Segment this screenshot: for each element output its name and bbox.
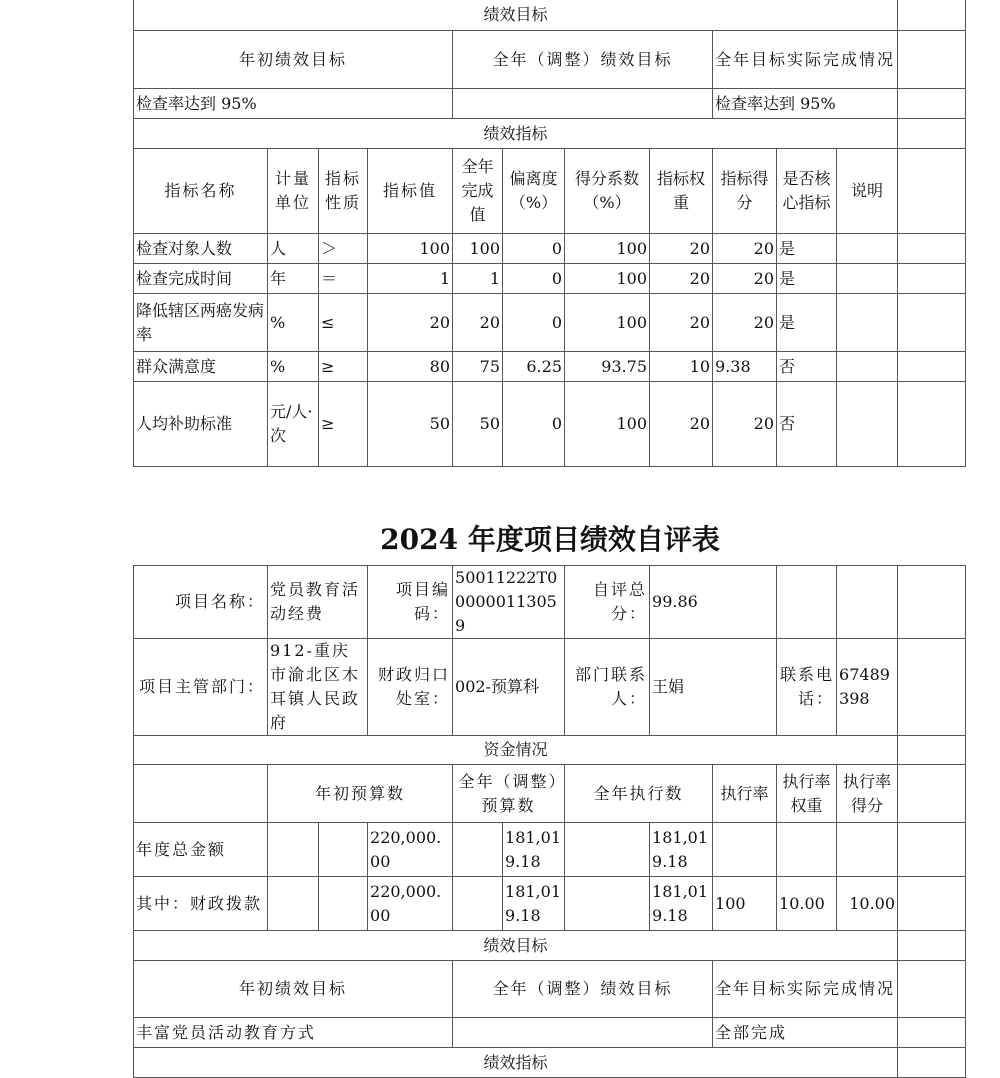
- table-row: [134, 823, 966, 877]
- indicator-weight: 20: [650, 264, 713, 294]
- indicator-deviation: 0: [503, 264, 565, 294]
- finance-value: 002-预算科: [453, 639, 565, 736]
- empty-cell: [898, 1048, 966, 1078]
- project-code-label: 项目编码：: [368, 566, 453, 639]
- indicator-core: 否: [777, 352, 837, 382]
- col-deviation: 偏离度（%）: [503, 149, 565, 234]
- phone-label: 联系电话：: [777, 639, 837, 736]
- indicator-coefficient: 100: [565, 264, 650, 294]
- empty-cell: [898, 382, 966, 467]
- col-core: 是否核心指标: [777, 149, 837, 234]
- goal-col-adjusted: 全年（调整）绩效目标: [453, 961, 713, 1018]
- indicator-nature: ＞: [319, 234, 368, 264]
- indicator-actual: 20: [453, 294, 503, 352]
- col-target-value: 指标值: [368, 149, 453, 234]
- funds-executed: 181,019.18: [650, 877, 713, 931]
- col-actual-value: 全年完成值: [453, 149, 503, 234]
- indicator-score: 20: [713, 294, 777, 352]
- col-score-coefficient: 得分系数（%）: [565, 149, 650, 234]
- performance-table-top: [133, 0, 966, 467]
- funds-initial: 220,000.00: [368, 823, 453, 877]
- funds-weight: 10.00: [777, 877, 837, 931]
- indicator-core: 否: [777, 382, 837, 467]
- funds-weight: [777, 823, 837, 877]
- empty-cell: [898, 765, 966, 823]
- indicator-nature: ≥: [319, 382, 368, 467]
- indicator-actual: 100: [453, 234, 503, 264]
- indicator-note: [837, 234, 898, 264]
- empty-cell: [898, 352, 966, 382]
- table-row: [134, 294, 966, 352]
- indicator-deviation: 0: [503, 234, 565, 264]
- indicator-target: 1: [368, 264, 453, 294]
- table-row: [134, 234, 966, 264]
- indicator-core: 是: [777, 294, 837, 352]
- indicator-name: 降低辖区两癌发病率: [134, 294, 268, 352]
- goal-initial-value: 检查率达到 95%: [134, 89, 453, 119]
- performance-table-bottom: [133, 565, 966, 1078]
- indicator-weight: 20: [650, 294, 713, 352]
- phone-value: 67489398: [837, 639, 898, 736]
- goal-col-actual: 全年目标实际完成情况: [713, 31, 898, 89]
- page-title: 2024 年度项目绩效自评表: [380, 523, 720, 556]
- indicator-unit: 元/人·次: [268, 382, 319, 467]
- funds-executed: 181,019.18: [650, 823, 713, 877]
- indicator-score: 20: [713, 264, 777, 294]
- empty-cell: [268, 823, 319, 877]
- indicator-nature: ≤: [319, 294, 368, 352]
- empty-cell: [898, 961, 966, 1018]
- indicator-weight: 10: [650, 352, 713, 382]
- empty-cell: [898, 31, 966, 89]
- col-unit: 计量单位: [268, 149, 319, 234]
- indicator-deviation: 0: [503, 294, 565, 352]
- col-weight: 指标权重: [650, 149, 713, 234]
- indicator-target: 80: [368, 352, 453, 382]
- empty-cell: [898, 566, 966, 639]
- goal-initial-value: 丰富党员活动教育方式: [134, 1018, 453, 1048]
- table-row: [134, 382, 966, 467]
- empty-cell: [319, 877, 368, 931]
- indicator-column-headers: [134, 149, 966, 234]
- col-note: 说明: [837, 149, 898, 234]
- empty-cell: [777, 566, 837, 639]
- indicator-score: 20: [713, 234, 777, 264]
- indicator-score: 9.38: [713, 352, 777, 382]
- goal-col-actual: 全年目标实际完成情况: [713, 961, 898, 1018]
- empty-cell: [898, 1018, 966, 1048]
- funds-adjusted: 181,019.18: [503, 877, 565, 931]
- funds-row-label: 其中：财政拨款: [134, 877, 268, 931]
- dept-value: 912-重庆市渝北区木耳镇人民政府: [268, 639, 368, 736]
- indicator-coefficient: 100: [565, 382, 650, 467]
- contact-label: 部门联系人：: [565, 639, 650, 736]
- funds-row-label: 年度总金额: [134, 823, 268, 877]
- indicator-name: 群众满意度: [134, 352, 268, 382]
- funds-column-headers: [134, 765, 966, 823]
- empty-cell: [898, 931, 966, 961]
- self-score-value: 99.86: [650, 566, 777, 639]
- indicator-core: 是: [777, 264, 837, 294]
- empty-cell: [268, 877, 319, 931]
- goal-col-initial: 年初绩效目标: [134, 961, 453, 1018]
- finance-label: 财政归口处室：: [368, 639, 453, 736]
- table-row: [134, 264, 966, 294]
- indicator-coefficient: 100: [565, 294, 650, 352]
- indicator-name: 检查完成时间: [134, 264, 268, 294]
- project-info-row: [134, 639, 966, 736]
- funds-col-initial: 年初预算数: [268, 765, 453, 823]
- indicator-coefficient: 93.75: [565, 352, 650, 382]
- indicator-coefficient: 100: [565, 234, 650, 264]
- goal-col-initial: 年初绩效目标: [134, 31, 453, 89]
- project-info-row: [134, 566, 966, 639]
- empty-cell: [565, 823, 650, 877]
- indicator-unit: 年: [268, 264, 319, 294]
- empty-cell: [898, 149, 966, 234]
- empty-cell: [898, 736, 966, 765]
- indicator-unit: %: [268, 294, 319, 352]
- funds-header: 资金情况: [134, 736, 898, 765]
- empty-cell: [453, 823, 503, 877]
- empty-cell: [898, 119, 966, 149]
- indicator-unit: %: [268, 352, 319, 382]
- empty-cell: [837, 566, 898, 639]
- dept-label: 项目主管部门：: [134, 639, 268, 736]
- indicator-actual: 1: [453, 264, 503, 294]
- project-code-value: 50011222T000000113059: [453, 566, 565, 639]
- indicator-note: [837, 264, 898, 294]
- indicator-unit: 人: [268, 234, 319, 264]
- indicator-name: 人均补助标准: [134, 382, 268, 467]
- funds-score: [837, 823, 898, 877]
- indicator-target: 50: [368, 382, 453, 467]
- goal-header: 绩效目标: [134, 0, 898, 31]
- table-row: [134, 877, 966, 931]
- goal-adjusted-value: [453, 1018, 713, 1048]
- goal-actual-value: 全部完成: [713, 1018, 898, 1048]
- funds-rate: 100: [713, 877, 777, 931]
- empty-cell: [898, 234, 966, 264]
- self-score-label: 自评总分：: [565, 566, 650, 639]
- indicator-header: 绩效指标: [134, 119, 898, 149]
- col-score: 指标得分: [713, 149, 777, 234]
- indicator-nature: ＝: [319, 264, 368, 294]
- col-nature: 指标性质: [319, 149, 368, 234]
- empty-cell: [898, 639, 966, 736]
- indicator-target: 100: [368, 234, 453, 264]
- empty-cell: [898, 877, 966, 931]
- indicator-name: 检查对象人数: [134, 234, 268, 264]
- funds-rate: [713, 823, 777, 877]
- indicator-actual: 75: [453, 352, 503, 382]
- table-row: [134, 352, 966, 382]
- goal-actual-value: 检查率达到 95%: [713, 89, 898, 119]
- empty-cell: [898, 823, 966, 877]
- empty-cell: [898, 89, 966, 119]
- indicator-actual: 50: [453, 382, 503, 467]
- empty-cell: [319, 823, 368, 877]
- indicator-deviation: 0: [503, 382, 565, 467]
- funds-col-weight: 执行率权重: [777, 765, 837, 823]
- funds-col-executed: 全年执行数: [565, 765, 713, 823]
- goal-adjusted-value: [453, 89, 713, 119]
- goal-header: 绩效目标: [134, 931, 898, 961]
- indicator-score: 20: [713, 382, 777, 467]
- indicator-note: [837, 352, 898, 382]
- empty-cell: [898, 264, 966, 294]
- empty-cell: [134, 765, 268, 823]
- indicator-deviation: 6.25: [503, 352, 565, 382]
- indicator-note: [837, 294, 898, 352]
- empty-cell: [898, 294, 966, 352]
- indicator-weight: 20: [650, 382, 713, 467]
- empty-cell: [565, 877, 650, 931]
- contact-value: 王娟: [650, 639, 777, 736]
- indicator-target: 20: [368, 294, 453, 352]
- funds-score: 10.00: [837, 877, 898, 931]
- indicator-weight: 20: [650, 234, 713, 264]
- indicator-header: 绩效指标: [134, 1048, 898, 1078]
- funds-col-adjusted: 全年（调整）预算数: [453, 765, 565, 823]
- funds-initial: 220,000.00: [368, 877, 453, 931]
- goal-col-adjusted: 全年（调整）绩效目标: [453, 31, 713, 89]
- funds-col-rate: 执行率: [713, 765, 777, 823]
- empty-cell: [898, 0, 966, 31]
- col-indicator-name: 指标名称: [134, 149, 268, 234]
- funds-adjusted: 181,019.18: [503, 823, 565, 877]
- project-name-label: 项目名称：: [134, 566, 268, 639]
- indicator-core: 是: [777, 234, 837, 264]
- indicator-nature: ≥: [319, 352, 368, 382]
- empty-cell: [453, 877, 503, 931]
- funds-col-score: 执行率得分: [837, 765, 898, 823]
- project-name-value: 党员教育活动经费: [268, 566, 368, 639]
- indicator-note: [837, 382, 898, 467]
